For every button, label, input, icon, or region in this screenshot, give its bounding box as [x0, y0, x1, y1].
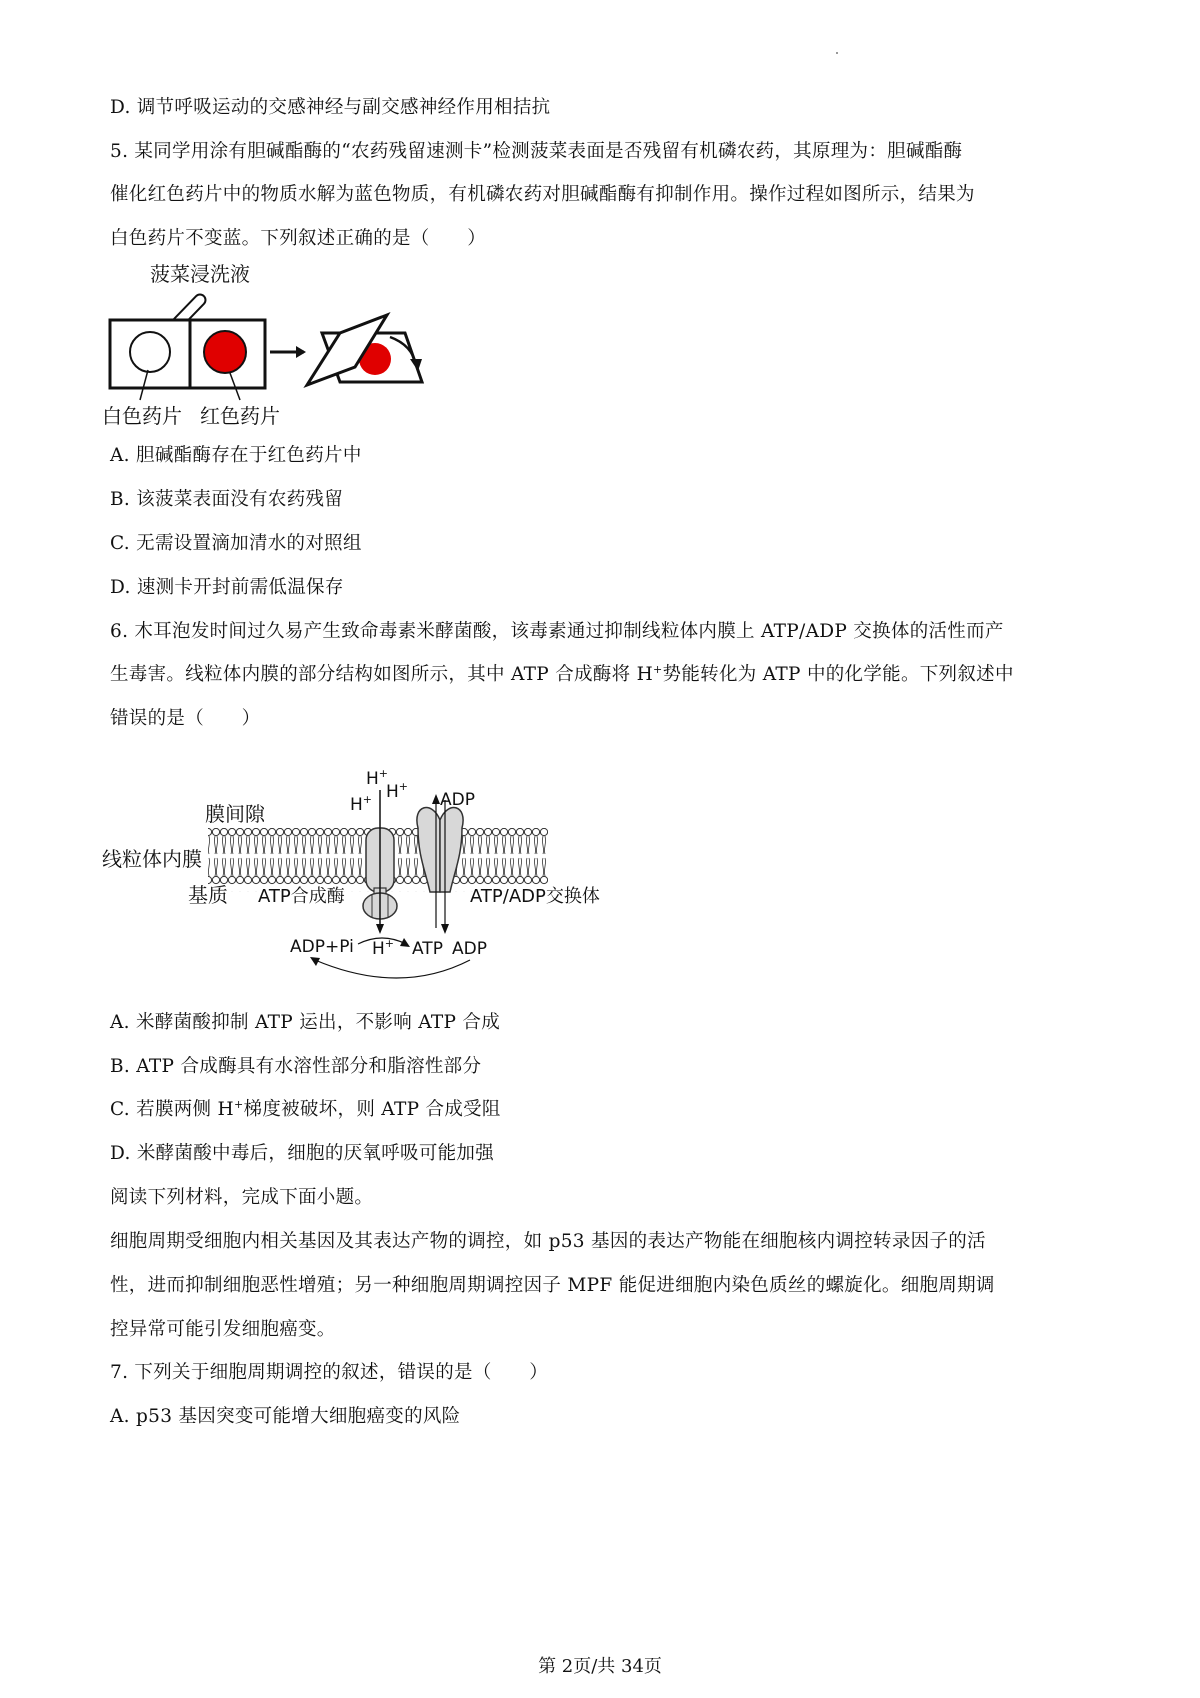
q5-option-d: D. 速测卡开封前需低温保存	[110, 577, 344, 598]
label-matrix: 基质	[188, 883, 228, 907]
q5-option-c: C. 无需设置滴加清水的对照组	[110, 533, 362, 554]
q6-stem-line-2: 生毒害。线粒体内膜的部分结构如图所示，其中 ATP 合成酶将 H+势能转化为 ATP 中的化学能。下列叙述中	[110, 662, 1014, 685]
arrow-right-icon	[296, 346, 306, 358]
q6-option-c: C. 若膜两侧 H+梯度被破坏，则 ATP 合成受阻	[110, 1097, 501, 1120]
q5-stem-line-3: 白色药片不变蓝。下列叙述正确的是（ ）	[110, 228, 487, 249]
q6-stem-line-3: 错误的是（ ）	[110, 708, 261, 729]
q4-option-d: D. 调节呼吸运动的交感神经与副交感神经作用相拮抗	[110, 97, 551, 118]
q6-option-b: B. ATP 合成酶具有水溶性部分和脂溶性部分	[110, 1056, 482, 1077]
material-line-2: 性，进而抑制细胞恶性增殖；另一种细胞周期调控因子 MPF 能促进细胞内染色质丝的螺旋化。细胞周期调	[110, 1275, 995, 1296]
material-line-1: 细胞周期受细胞内相关基因及其表达产物的调控，如 p53 基因的表达产物能在细胞核内调控转录因子的活	[110, 1231, 986, 1252]
label-h-plus-3: H+	[350, 793, 373, 815]
label-atp-adp-exchanger: ATP/ADP交换体	[470, 886, 600, 907]
white-pill	[130, 332, 170, 372]
q5-option-a: A. 胆碱酯酶存在于红色药片中	[110, 445, 362, 466]
q6-membrane-figure	[100, 760, 620, 990]
label-adp-bottom: ADP	[452, 939, 487, 959]
label-h-plus-1: H+	[366, 767, 389, 789]
label-intermembrane-space: 膜间隙	[205, 802, 265, 826]
material-intro: 阅读下列材料，完成下面小题。	[110, 1187, 374, 1208]
label-red-pill: 红色药片	[200, 404, 280, 428]
scan-speck	[836, 52, 838, 54]
q5-stem-line-2: 催化红色药片中的物质水解为蓝色物质，有机磷农药对胆碱酯酶有抑制作用。操作过程如图所示，结果为	[110, 184, 975, 205]
q7-stem: 7. 下列关于细胞周期调控的叙述，错误的是（ ）	[110, 1362, 549, 1383]
page-footer: 第 2页/共 34页	[538, 1656, 662, 1677]
label-white-pill: 白色药片	[102, 404, 182, 428]
q5-option-b: B. 该菠菜表面没有农药残留	[110, 489, 344, 510]
material-line-3: 控异常可能引发细胞癌变。	[110, 1319, 336, 1340]
label-h-plus-2: H+	[386, 780, 409, 802]
q7-option-a: A. p53 基因突变可能增大细胞癌变的风险	[110, 1406, 461, 1427]
label-atp-synthase: ATP合成酶	[258, 886, 345, 907]
label-adp-pi: ADP+Pi	[290, 937, 354, 957]
label-adp-top: ADP	[440, 790, 475, 810]
q6-option-d: D. 米酵菌酸中毒后，细胞的厌氧呼吸可能加强	[110, 1143, 495, 1164]
q6-option-a: A. 米酵菌酸抑制 ATP 运出，不影响 ATP 合成	[110, 1012, 501, 1033]
label-atp-bottom: ATP	[412, 939, 443, 959]
label-h-plus-4: H+	[372, 937, 395, 959]
q5-stem-line-1: 5. 某同学用涂有胆碱酯酶的“农药残留速测卡”检测菠菜表面是否残留有机磷农药，其原理为：胆碱酯酶	[110, 141, 963, 162]
label-spinach-wash: 菠菜浸洗液	[150, 262, 250, 286]
q6-stem-line-1: 6. 木耳泡发时间过久易产生致命毒素米酵菌酸，该毒素通过抑制线粒体内膜上 ATP/ADP 交换体的活性而产	[110, 621, 1004, 642]
q5-test-card-figure	[100, 255, 440, 435]
label-inner-membrane: 线粒体内膜	[102, 847, 202, 871]
red-pill	[204, 331, 246, 373]
recycle-arrow	[315, 960, 470, 978]
